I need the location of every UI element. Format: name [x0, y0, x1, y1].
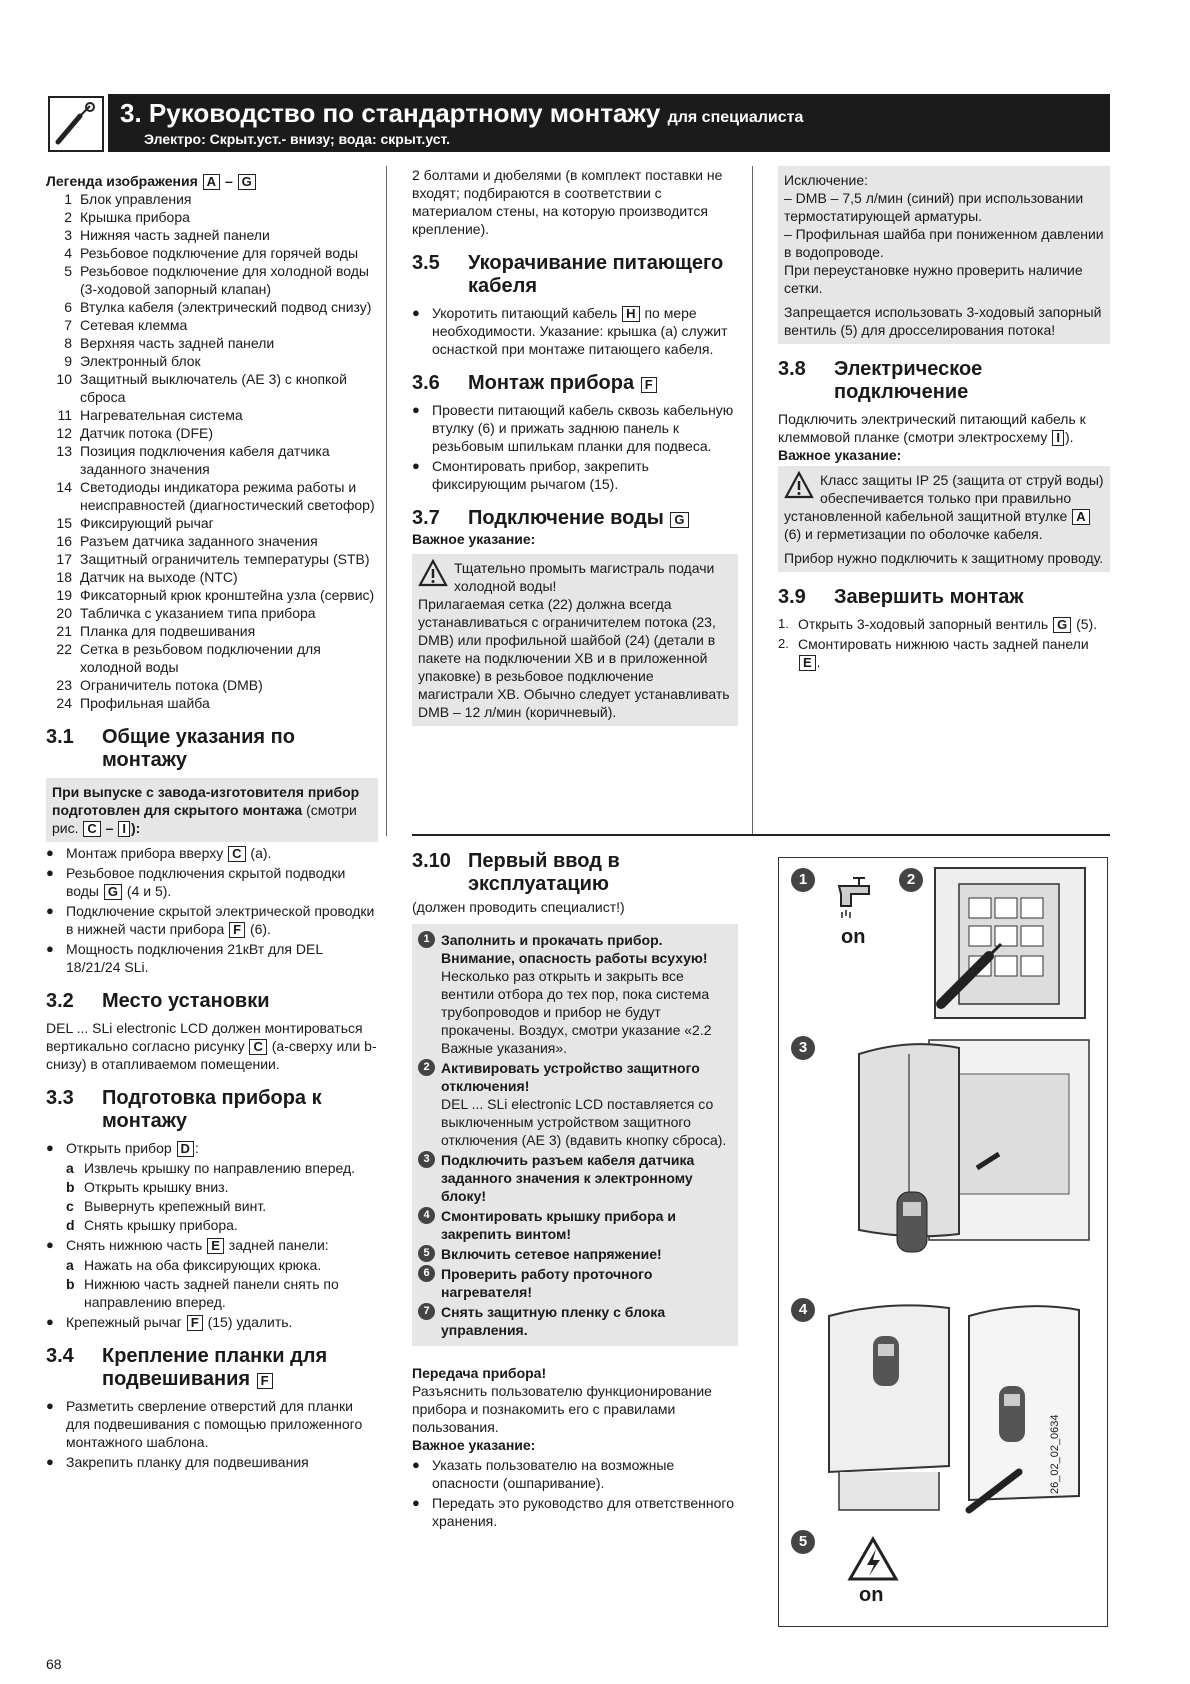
legend-item-text: Фиксаторный крюк кронштейна узла (сервис) — [80, 587, 375, 603]
legend-item-text: Светодиоды индикатора режима работы и неисправностей (диагностический светофор) — [80, 479, 375, 513]
figure-code: 26_02_02_0634 — [1049, 1414, 1061, 1494]
step-number: 6 — [418, 1265, 435, 1282]
section-3-6-heading: 3.6 Монтаж прибора F — [412, 372, 738, 395]
legend-item-number: 1 — [64, 191, 72, 207]
legend-item-number: 20 — [56, 605, 72, 621]
legend-item-text: Электронный блок — [80, 353, 201, 369]
section-3-8-heading: 3.8 Электрическое подключение — [778, 358, 983, 403]
list-item: ● Снять нижнюю часть E задней панели: — [46, 1237, 329, 1253]
legend-item — [46, 442, 378, 478]
step-text: DEL ... SLi electronic LCD поставляется со выключенным устройством защитного отключения (AE 3) (вдавить кнопку сброса). — [441, 1096, 727, 1148]
legend-item-number: 3 — [64, 227, 72, 243]
legend-item-text: Профильная шайба — [80, 695, 210, 711]
section-3-1-heading: 3.1 Общие указания по монтажу — [46, 726, 295, 771]
water-text: Прилагаемая сетка (22) должна всегда устанавливаться с ограничителем потока (23, DMB) или профильной шайбой (24) (детали в пакете на подключении XB и в приложенной упаковке) в резьбовое подключение магистрали XB. Обычно следует устанавливать DMB – 12 л/мин (коричневый). — [418, 596, 730, 720]
legend-item-number: 12 — [56, 425, 72, 441]
exception-line: – Профильная шайба при пониженном давлении в водопроводе. — [784, 226, 1104, 260]
sub-list-item: c Вывернуть крепежный винт. — [66, 1198, 267, 1214]
list-item: 1. Открыть 3-ходовый запорный вентиль G (5). — [778, 616, 1098, 632]
list-item: ● Крепежный рычаг F (15) удалить. — [46, 1314, 293, 1330]
legend-item-number: 24 — [56, 695, 72, 711]
list-item: ● Резьбовое подключения скрытой подводки воды G (4 и 5). — [46, 865, 346, 899]
legend-item — [46, 208, 378, 226]
legend-item — [46, 226, 378, 244]
legend-item-text: Позиция подключения кабеля датчика заданного значения — [80, 443, 330, 477]
on-label: on — [841, 926, 866, 948]
faucet-icon — [829, 864, 889, 924]
exception-line: При переустановке нужно проверить наличие сетки. — [784, 262, 1083, 296]
steps-box — [412, 924, 738, 1346]
on-label: on — [859, 1584, 884, 1606]
legend-item — [46, 298, 378, 316]
section-3-10-subtitle: (должен проводить специалист!) — [412, 899, 625, 915]
legend-item-text: Планка для подвешивания — [80, 623, 256, 639]
legend-item — [46, 316, 378, 334]
warning-text-2: Прибор нужно подключить к защитному проводу. — [784, 550, 1104, 566]
legend-item-number: 11 — [57, 407, 72, 423]
legend-item — [46, 694, 378, 712]
legend-item-text: Табличка с указанием типа прибора — [80, 605, 316, 621]
section-3-7-heading: 3.7 Подключение воды G — [412, 507, 738, 530]
factory-note: При выпуске с завода-изготовителя прибор подготовлен для скрытого монтажа (смотри рис. C – I ): — [46, 778, 378, 842]
sub-list-item: b Нижнюю часть задней панели снять по направлению вперед. — [66, 1276, 339, 1310]
sub-list-item: b Открыть крышку вниз. — [66, 1179, 229, 1195]
list-item: ● Разметить сверление отверстий для планки для подвешивания с помощью приложенного монтажного шаблона. — [46, 1398, 363, 1450]
sub-list — [46, 1256, 378, 1311]
legend-item-number: 17 — [56, 551, 72, 567]
list-item: ● Укоротить питающий кабель H по мере необходимости. Указание: крышка (a) служит оснасткой при монтаже питающего кабеля. — [412, 305, 728, 357]
figure-step-3: 3 — [791, 1036, 815, 1060]
column-2 — [412, 166, 738, 726]
step-title: Проверить работу проточного нагревателя! — [441, 1266, 653, 1300]
legend-item-number: 15 — [56, 515, 72, 531]
legend-item-text: Крышка прибора — [80, 209, 190, 225]
legend-item-text: Защитный выключатель (AE 3) с кнопкой сброса — [80, 371, 347, 405]
legend-item-text: Резьбовое подключение для горячей воды — [80, 245, 359, 261]
legend-item — [46, 568, 378, 586]
legend-item-number: 19 — [56, 587, 72, 603]
figure-step-1: 1 — [791, 868, 815, 892]
legend-item-number: 2 — [64, 209, 72, 225]
legend-item-number: 8 — [64, 335, 72, 351]
legend-item — [46, 262, 378, 298]
legend-item-number: 7 — [64, 317, 72, 333]
section-3-10-heading: 3.10 Первый ввод в эксплуатацию — [412, 850, 620, 895]
list-item: ● Мощность подключения 21кВт для DEL 18/21/24 SLi. — [46, 941, 323, 975]
legend-item — [46, 478, 378, 514]
step-title: Смонтировать крышку прибора и закрепить винтом! — [441, 1208, 676, 1242]
legend-item-text: Разъем датчика заданного значения — [80, 533, 318, 549]
legend-item-text: Втулка кабеля (электрический подвод снизу) — [80, 299, 372, 315]
legend-item-text: Датчик на выходе (NTC) — [80, 569, 238, 585]
legend-item — [46, 586, 378, 604]
legend-item-number: 4 — [64, 245, 72, 261]
legend-item — [46, 604, 378, 622]
section-3-8-text: Подключить электрический питающий кабель к клеммовой планке (смотри электросхему I ). — [778, 411, 1086, 445]
important-label: Важное указание: — [412, 1437, 536, 1453]
terminal-block-drawing — [929, 864, 1097, 1024]
legend-item-number: 13 — [56, 443, 72, 459]
section-3-10 — [412, 836, 738, 1532]
page-subtitle: Электро: Скрыт.уст.- внизу; вода: скрыт.уст. — [144, 131, 451, 147]
legend-item-text: Блок управления — [80, 191, 192, 207]
important-label: Важное указание: — [412, 531, 536, 547]
installation-figure — [778, 857, 1108, 1627]
legend-item-text: Верхняя часть задней панели — [80, 335, 275, 351]
step-title: Заполнить и прокачать прибор. Внимание, опасность работы всухую! — [441, 932, 708, 966]
commissioning-step — [418, 1059, 732, 1149]
figure-step-4: 4 — [791, 1298, 815, 1322]
figure-step-5: 5 — [791, 1530, 815, 1554]
list-item: ● Провести питающий кабель сквозь кабельную втулку (6) и прижать заднюю панель к резьбовым шпилькам планки для подвеса. — [412, 402, 734, 454]
tool-icon — [48, 96, 104, 152]
legend-item — [46, 640, 378, 676]
exception-line: Запрещается использовать 3-ходовый запорный вентиль (5) для дросселирования потока! — [784, 304, 1102, 338]
warning-icon — [418, 559, 448, 587]
legend-item — [46, 406, 378, 424]
warning-text: Класс защиты IP 25 (защита от струй воды) обеспечивается только при правильно установленной кабельной защитной втулке A (6) и герметизации по оболочке кабеля. — [784, 472, 1104, 542]
legend-item-number: 6 — [64, 299, 72, 315]
exception-line: – DMB – 7,5 л/мин (синий) при использовании термостатирующей арматуры. — [784, 190, 1084, 224]
legend-item — [46, 622, 378, 640]
step-number: 5 — [418, 1245, 435, 1262]
section-3-5-heading: 3.5 Укорачивание питающего кабеля — [412, 252, 724, 297]
legend-item-number: 16 — [56, 533, 72, 549]
legend-item — [46, 334, 378, 352]
page-title: 3. Руководство по стандартному монтажу для специалиста — [120, 98, 804, 128]
sub-list — [46, 1159, 378, 1234]
list-item: ● Смонтировать прибор, закрепить фиксирующим рычагом (15). — [412, 458, 649, 492]
page-number: 68 — [46, 1656, 62, 1672]
commissioning-step — [418, 1265, 732, 1301]
list-item: ● Открыть прибор D : — [46, 1140, 199, 1156]
handover-title: Передача прибора! — [412, 1365, 547, 1381]
sub-list-item: d Снять крышку прибора. — [66, 1217, 238, 1233]
column-divider — [386, 166, 387, 836]
high-voltage-icon — [847, 1536, 899, 1582]
legend-item-number: 22 — [56, 641, 72, 657]
step-title: Подключить разъем кабеля датчика заданного значения к электронному блоку! — [441, 1152, 695, 1204]
legend-item-text: Нагревательная система — [80, 407, 243, 423]
list-item: ● Передать это руководство для ответственного хранения. — [412, 1495, 734, 1529]
commissioning-step — [418, 1245, 732, 1263]
legend-item-number: 5 — [64, 263, 72, 279]
column-1 — [46, 172, 378, 1473]
commissioning-step — [418, 931, 732, 1057]
exception-box — [778, 166, 1110, 344]
section-3-4-continued: 2 болтами и дюбелями (в комплект поставки не входят; подбираются в соответствии с материалом стены, на которую производится крепление). — [412, 167, 723, 237]
legend-item-number: 21 — [56, 623, 72, 639]
legend-item-text: Резьбовое подключение для холодной воды (3-ходовой запорный клапан) — [80, 263, 369, 297]
column-3 — [778, 166, 1110, 673]
warning-text: Тщательно промыть магистраль подачи холодной воды! — [454, 560, 715, 594]
legend-item — [46, 424, 378, 442]
warning-icon — [784, 471, 814, 499]
section-3-2-heading: 3.2 Место установки — [46, 990, 270, 1012]
list-item: ● Монтаж прибора вверху C (a). — [46, 845, 272, 861]
legend-item — [46, 244, 378, 262]
section-3-3-heading: 3.3 Подготовка прибора к монтажу — [46, 1087, 322, 1132]
legend-item-text: Защитный ограничитель температуры (STB) — [80, 551, 370, 567]
legend-item — [46, 370, 378, 406]
legend-title: Легенда изображения A – G — [46, 172, 378, 190]
step-number: 2 — [418, 1059, 435, 1076]
legend-item — [46, 532, 378, 550]
sub-list-item: a Нажать на оба фиксирующих крюка. — [66, 1257, 322, 1273]
legend-item-number: 14 — [56, 479, 72, 495]
water-warning-box — [412, 554, 738, 726]
list-item: ● Закрепить планку для подвешивания — [46, 1454, 309, 1470]
legend-item — [46, 514, 378, 532]
legend-item — [46, 676, 378, 694]
legend-item-text: Ограничитель потока (DMB) — [80, 677, 263, 693]
legend-item-number: 10 — [56, 371, 72, 387]
figure-step-2: 2 — [899, 868, 923, 892]
legend-item-number: 18 — [56, 569, 72, 585]
list-item: ● Подключение скрытой электрической проводки в нижней части прибора F (6). — [46, 903, 375, 937]
step-title: Снять защитную пленку с блока управления. — [441, 1304, 666, 1338]
legend-item-text: Фиксирующий рычаг — [80, 515, 214, 531]
step-number: 1 — [418, 931, 435, 948]
list-item: 2. Смонтировать нижнюю часть задней панели E . — [778, 636, 1089, 670]
list-item: ● Указать пользователю на возможные опасности (ошпаривание). — [412, 1457, 675, 1491]
header-bar — [108, 94, 1110, 152]
section-3-2-text: DEL ... SLi electronic LCD должен монтироваться вертикально согласно рисунку C (a-сверху или b-снизу) в отапливаемом помещении. — [46, 1020, 377, 1072]
legend-list — [46, 190, 378, 712]
legend-item — [46, 550, 378, 568]
legend-item — [46, 352, 378, 370]
exception-title: Исключение: — [784, 172, 869, 188]
legend-item-text: Датчик потока (DFE) — [80, 425, 214, 441]
section-3-4-heading: 3.4 Крепление планки для подвешивания F — [46, 1345, 328, 1390]
step-title: Включить сетевое напряжение! — [441, 1246, 662, 1262]
column-divider — [752, 166, 753, 836]
legend-item-number: 9 — [64, 353, 72, 369]
step-text: Несколько раз открыть и закрыть все вентили отбора до тех пор, пока система трубопроводов и прибор не будут прокачены. Воздух, смотри указание «2.2 Важные указания». — [441, 968, 712, 1056]
section-3-9-heading: 3.9 Завершить монтаж — [778, 586, 1024, 608]
sub-list-item: a Извлечь крышку по направлению вперед. — [66, 1160, 356, 1176]
important-label: Важное указание: — [778, 447, 902, 463]
commissioning-step — [418, 1303, 732, 1339]
legend-item-text: Сетевая клемма — [80, 317, 188, 333]
commissioning-step — [418, 1151, 732, 1205]
legend-item — [46, 190, 378, 208]
device-cover-drawing — [819, 1034, 1099, 1284]
commissioning-step — [418, 1207, 732, 1243]
step-number: 4 — [418, 1207, 435, 1224]
step-number: 7 — [418, 1303, 435, 1320]
legend-item-text: Сетка в резьбовом подключении для холодной воды — [80, 641, 321, 675]
legend-item-number: 23 — [56, 677, 72, 693]
step-title: Активировать устройство защитного отключения! — [441, 1060, 700, 1094]
step-number: 3 — [418, 1151, 435, 1168]
handover-text: Разъяснить пользователю функционирование прибора и познакомить его с правилами пользования. — [412, 1383, 712, 1435]
title-suffix: для специалиста — [667, 109, 804, 126]
legend-item-text: Нижняя часть задней панели — [80, 227, 270, 243]
electrical-warning-box — [778, 466, 1110, 572]
